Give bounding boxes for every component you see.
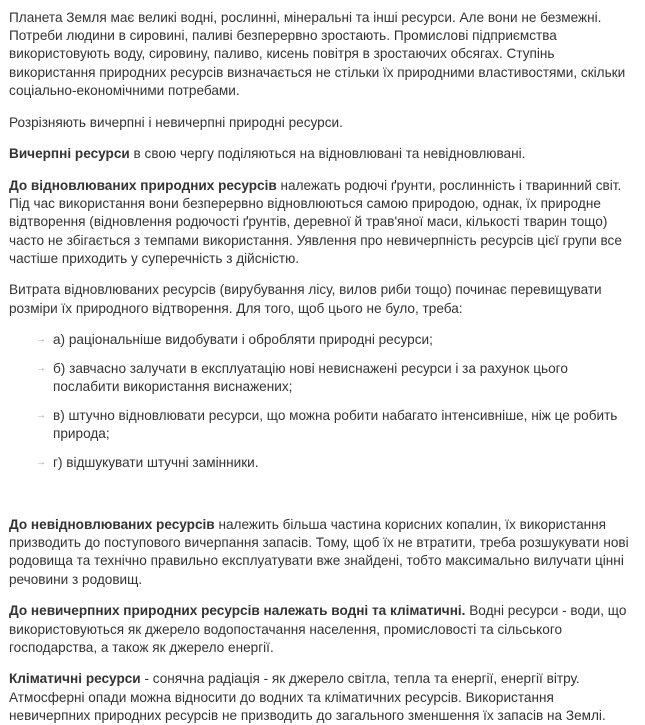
paragraph-exhaustible-text: в свою чергу поділяються на відновлювані та невідновлювані.	[129, 146, 526, 162]
list-item	[36, 454, 637, 472]
list-item	[36, 360, 637, 396]
measures-list	[9, 331, 637, 472]
term-exhaustible: Вичерпні ресурси	[9, 146, 130, 162]
term-renewable: До відновлюваних природних ресурсів	[9, 177, 277, 193]
list-item	[36, 407, 637, 443]
paragraph-intro: Планета Земля має великі водні, рослинні, мінеральні та інші ресурси. Але вони не безмежні. Потреби людини в сировині, паливі безперервно зростають. Промислові підприємства використовують воду, сировину, паливо, кисень повітря в зростаючих обсягах. Ступінь використання природних ресурсів визначається не стільки їх природними властивостями, скільки соціально-економічними потребами.	[9, 10, 626, 98]
list-item-text: г) відшукувати штучні замінники.	[53, 454, 259, 470]
paragraph-renewable	[9, 177, 637, 268]
paragraph-exhaustible	[9, 145, 637, 163]
arrow-right-icon: →	[36, 334, 46, 346]
paragraph-nonrenewable-text: належить більша частина корисних копалин, їх використання призводить до поступового вичерпання запасів. Тому, щоб їх не втратити, треба розшукувати нові родовища та технічно правильно експлуатувати вже знайдені, тобто максимально вилучати цінні речовини з родовищ.	[9, 517, 629, 587]
arrow-right-icon: →	[36, 363, 46, 375]
paragraph-nonrenewable	[9, 516, 637, 589]
list-item	[36, 331, 637, 349]
paragraph-climatic-text: - сонячна радіація - як джерело світла, тепла та енергії, енергії вітру. Атмосферні опади можна відносити до водних та кліматичних ресурсів. Використання невичерпних природних ресурсів не призводить до загального зменшення їх запасів на Землі.	[9, 671, 606, 723]
term-nonrenewable: До невідновлюваних ресурсів	[9, 517, 215, 533]
arrow-right-icon: →	[36, 409, 46, 421]
term-inexhaustible: До невичерпних природних ресурсів належать водні та кліматичні.	[9, 603, 466, 619]
list-item-text: в) штучно відновлювати ресурси, що можна робити набагато інтенсивніше, ніж це робить природа;	[53, 407, 618, 442]
paragraph-consumption: Витрата відновлюваних ресурсів (вирубування лісу, вилов риби тощо) починає перевищувати розміри їх природного відтворення. Для того, щоб цього не було, треба:	[9, 282, 602, 316]
paragraph-climatic	[9, 670, 637, 725]
list-item-text: а) раціональніше видобувати і обробляти природні ресурси;	[53, 332, 433, 348]
term-climatic: Кліматичні ресурси	[9, 671, 141, 687]
paragraph-inexhaustible-text: Водні ресурси - води, що використовуються як джерело водопостачання населення, промисловості та сільського господарства, а також як джерело енергії.	[9, 603, 627, 655]
paragraph-inexhaustible	[9, 602, 637, 657]
paragraph-renewable-text: належать родючі ґрунти, рослинність і тваринний світ. Під час використання вони безперервно відновлюються самою природою, однак, їх природне відтворення (відновлення родючості ґрунтів, деревної й трав'яної маси, кількості тварин тощо) часто не збігається з темпами використання. Уявлення про невичерпність ресурсів цієї групи все частіше приходить у суперечність з дійсністю.	[9, 177, 622, 266]
list-item-text: б) завчасно залучати в експлуатацію нові невиснажені ресурси і за рахунок цього послабити використання виснажених;	[53, 361, 568, 395]
arrow-right-icon: →	[36, 456, 46, 468]
paragraph-distinguish: Розрізняють вичерпні і невичерпні природні ресурси.	[9, 114, 343, 130]
